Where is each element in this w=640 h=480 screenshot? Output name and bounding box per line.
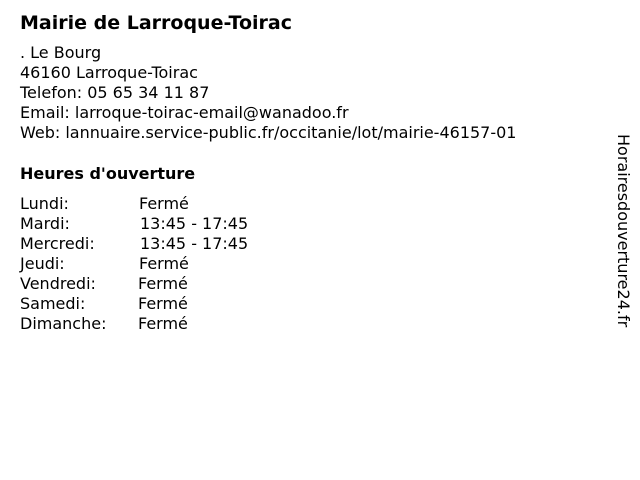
day-label: Mercredi:: [20, 234, 95, 253]
day-label: Jeudi:: [20, 254, 65, 273]
brand-watermark: [612, 134, 634, 344]
address-block: [20, 43, 516, 143]
day-label: Dimanche:: [20, 314, 107, 333]
phone-number: Telefon: 05 65 34 11 87: [20, 83, 210, 102]
day-label: Lundi:: [20, 194, 69, 213]
hours-value: Fermé: [138, 294, 188, 313]
day-label: Samedi:: [20, 294, 86, 313]
street-address: . Le Bourg: [20, 43, 102, 62]
opening-hours-heading: Heures d'ouverture: [20, 164, 196, 183]
hours-value: 13:45 - 17:45: [140, 234, 249, 253]
hours-value: Fermé: [139, 254, 189, 273]
day-label: Mardi:: [20, 214, 70, 233]
brand-text: Horairesdouverture24.fr: [614, 134, 633, 328]
postal-city: 46160 Larroque-Toirac: [20, 63, 198, 82]
hours-value: Fermé: [139, 194, 189, 213]
email-address: Email: larroque-toirac-email@wanadoo.fr: [20, 103, 349, 122]
website-url: Web: lannuaire.service-public.fr/occitanie/lot/mairie-46157-01: [20, 123, 517, 142]
hours-value: Fermé: [138, 274, 188, 293]
hours-value: Fermé: [138, 314, 188, 333]
day-label: Vendredi:: [20, 274, 96, 293]
page-title: Mairie de Larroque-Toirac: [20, 12, 293, 34]
hours-value: 13:45 - 17:45: [140, 214, 249, 233]
